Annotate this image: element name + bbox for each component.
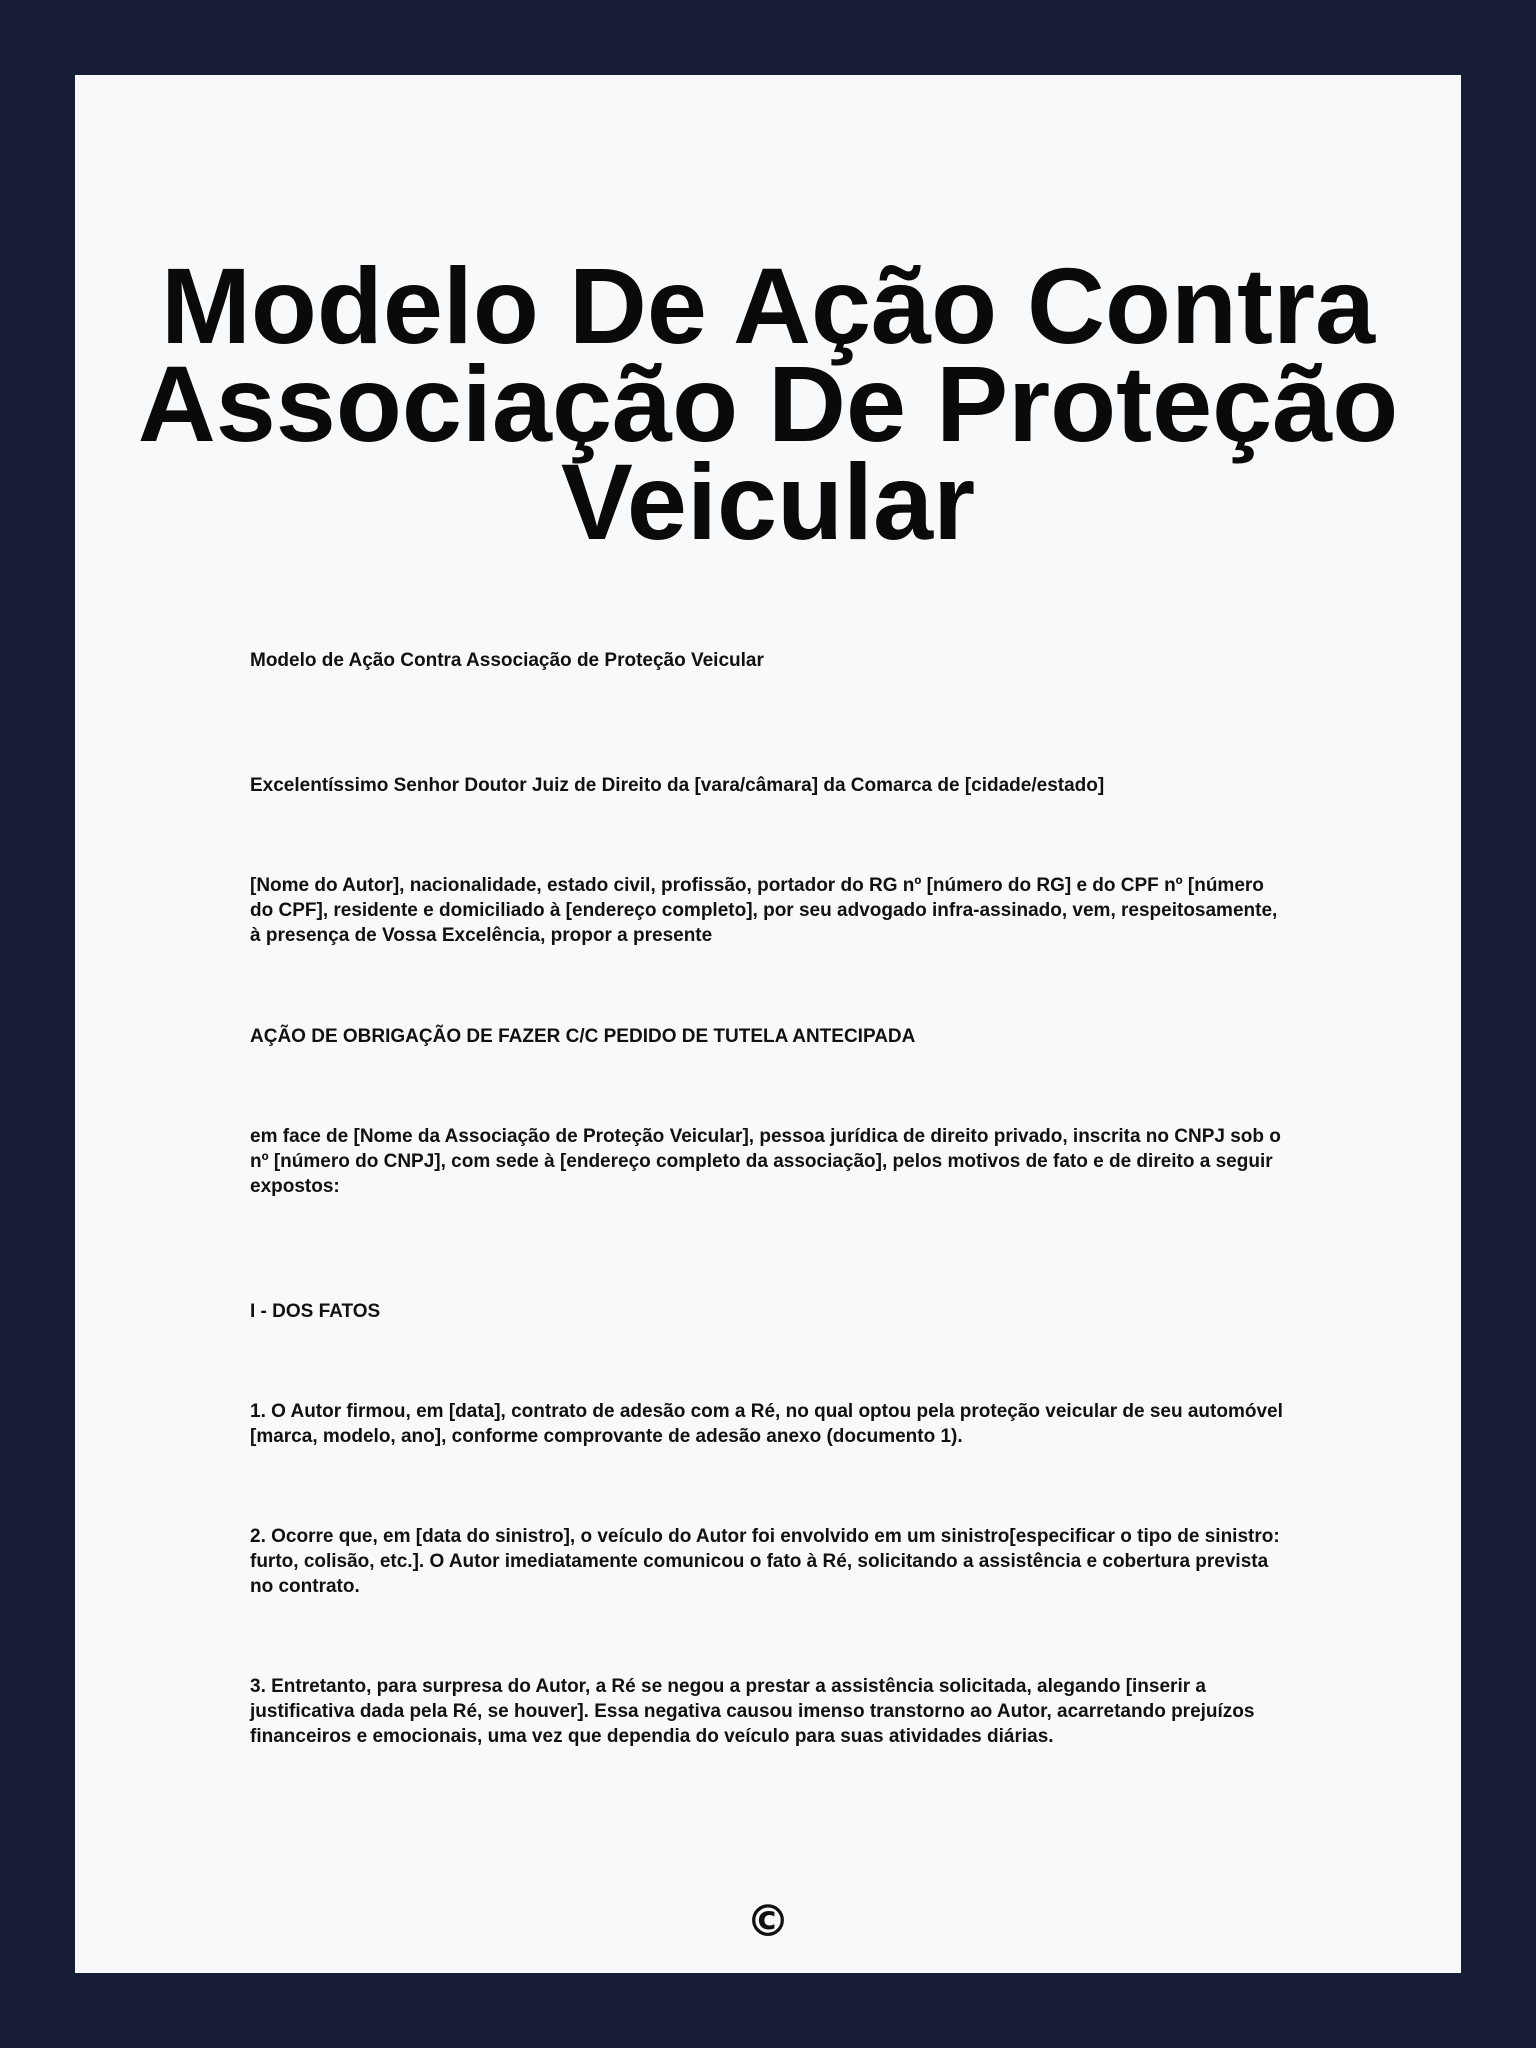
- copyright-icon: ©: [746, 1896, 790, 1947]
- paragraph-fact-1: 1. O Autor firmou, em [data], contrato de adesão com a Ré, no qual optou pela proteção veicular de seu automóvel [marca, modelo, ano], conforme comprovante de adesão anexo (documento 1).: [250, 1401, 1283, 1447]
- paragraph-plaintiff: [Nome do Autor], nacionalidade, estado civil, profissão, portador do RG nº [número do RG] e do CPF nº [número do CPF], residente e domiciliado à [endereço completo], por seu advogado infra-assinado, vem, respeitosamente, à presença de Vossa Excelência, propor a presente: [250, 875, 1278, 946]
- paragraph-fact-3: 3. Entretanto, para surpresa do Autor, a Ré se negou a prestar a assistência solicitada, alegando [inserir a justificativa dada pela Ré, se houver]. Essa negativa causou imenso transtorno ao Autor, acarretando prejuízos financeiros e emocionais, uma vez que dependia do veículo para suas atividades diárias.: [250, 1676, 1255, 1747]
- document-title: Modelo De Ação Contra Associação De Proteção Veicular: [137, 245, 1399, 562]
- paragraph-addressee: Excelentíssimo Senhor Doutor Juiz de Direito da [vara/câmara] da Comarca de [cidade/estado]: [250, 775, 1105, 796]
- section-heading-facts: I - DOS FATOS: [250, 1301, 381, 1322]
- paragraph-heading: Modelo de Ação Contra Associação de Proteção Veicular: [250, 650, 764, 671]
- document-page: [75, 75, 1461, 1973]
- paragraph-fact-2: 2. Ocorre que, em [data do sinistro], o veículo do Autor foi envolvido em um sinistro[especificar o tipo de sinistro: furto, colisão, etc.]. O Autor imediatamente comunicou o fato à Ré, solicitando a assistência e cobertura prevista no contrato.: [250, 1526, 1280, 1597]
- paragraph-action-title: AÇÃO DE OBRIGAÇÃO DE FAZER C/C PEDIDO DE TUTELA ANTECIPADA: [250, 1026, 916, 1047]
- paragraph-defendant: em face de [Nome da Associação de Proteção Veicular], pessoa jurídica de direito privado, inscrita no CNPJ sob o nº [número do CNPJ], com sede à [endereço completo da associação], pelos motivos de fato e de direito a seguir expostos:: [250, 1126, 1281, 1197]
